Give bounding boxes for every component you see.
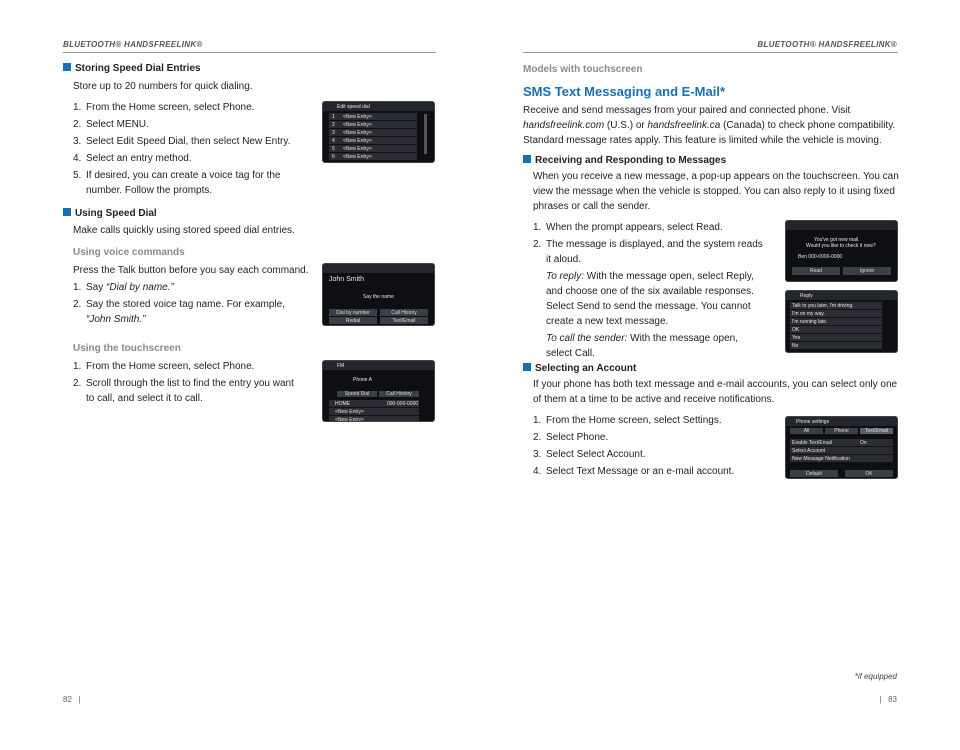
right-page: BLUETOOTH® HANDSFREELINK® Models with touchscreen SMS Text Messaging and E-Mail* Receive and send messages from your paired and connected phone. Visit handsfreelink.com (U.S.) or handsfreelink.ca (Canada) to check phone compatibility. Standard message rates apply. This feature is limited while the vehicle is moving. Receiving and Responding to Messages When you receive a new message, a pop-up appears on the touchscreen. You can view the message when the vehicle is stopped. You can also reply to it using fixed phrases or call the sender. 1. When the prompt appears, select Read. 2. The message is displayed, and the system reads it aloud. To reply: With the message open, select Reply, and choose one of the six available responses. Select Send to send the message. You cannot create a new text message. To call the sender: With the message open, select Call. Selecting an Account If your phone has both text message and e-mail accounts, you can select only one of them at a time to be active and receive notifications. 1. From the Home screen, select Settings. 2. Select Phone. 3. Select Select Account. 4. Select Text Message or an e-mail account. You've got new mail. Would you like to check it now? Ben 000-0000-0000 Read Ignore Reply Talk to you later, I'm driving. I'm on my way. I'm running late. OK Yes No Phone settings All Phone Text/Email Enable Text/Email On Select Account New Message Notification Default OK *if equipped | 83 (480, 0, 960, 750)
left-header-rule (63, 52, 436, 53)
right-page-number: | 83 (879, 695, 897, 704)
touch-subtitle: Using the touchscreen (73, 343, 181, 354)
sender-line: Ben 000-0000-0000 (798, 254, 843, 260)
account-section-title: Selecting an Account (523, 362, 636, 376)
section-square-icon (523, 155, 531, 163)
section-square-icon (523, 363, 531, 371)
voice-intro: Press the Talk button before you say each command. (73, 265, 309, 276)
sms-intro-2: handsfreelink.com (U.S.) or handsfreelink.ca (Canada) to check phone compatibility. (523, 120, 896, 131)
left-page: BLUETOOTH® HANDSFREELINK® Storing Speed Dial Entries Store up to 20 numbers for quick dialing. 1. From the Home screen, select Phone. 2. Select MENU. 3. Select Edit Speed Dial, then select New Entry. 4. Select an entry method. 5. If desired, you can create a voice tag for the number. Follow the prompts. Using Speed Dial Make calls quickly using stored speed dial entries. Using voice commands Press the Talk button before you say each command. 1. Say “Dial by name.” 2. Say the stored voice tag name. For example, “John Smith.” Using the touchscreen 1. From the Home screen, select Phone. 2. Scroll through the list to find the entry you want to call, and select it to call. Edit speed dial 1 <New Entry> 2 <New Entry> 3 <New Entry> 4 <New Entry> 5 <New Entry> 6 <New Entry> John Smith Say the name Dial by number Call History Redial Text/Email FM Phone A Speed Dial Call History HOME 000-000-0000 <New Entry> <New Entry> 82 | (0, 0, 480, 750)
receiving-intro-2: view the message when the vehicle is stopped. You can also reply to it using fixed (533, 186, 895, 197)
models-note: Models with touchscreen (523, 64, 643, 75)
reply-screenshot: Reply Talk to you later, I'm driving. I'm on my way. I'm running late. OK Yes No (785, 290, 898, 353)
storing-section-title: Storing Speed Dial Entries (63, 62, 201, 76)
using-intro: Make calls quickly using stored speed dial entries. (73, 225, 295, 236)
new-mail-screenshot: You've got new mail. Would you like to check it now? Ben 000-0000-0000 Read Ignore (785, 220, 898, 282)
voice-subtitle: Using voice commands (73, 247, 185, 258)
touch-screenshot: FM Phone A Speed Dial Call History HOME 000-000-0000 <New Entry> <New Entry> (322, 360, 435, 422)
phone-settings-screenshot: Phone settings All Phone Text/Email Enable Text/Email On Select Account New Message Notification Default OK (785, 416, 898, 479)
reply-screen-title: Reply (800, 293, 813, 299)
speed-dial-screen-title: Edit speed dial (337, 104, 370, 110)
settings-screen-title: Phone settings (796, 419, 830, 425)
right-header-rule (523, 52, 898, 53)
right-header: BLUETOOTH® HANDSFREELINK® (757, 40, 897, 49)
section-square-icon (63, 208, 71, 216)
left-page-number: 82 | (63, 695, 81, 704)
sms-intro-3: Standard message rates apply. This feature is limited while the vehicle is moving. (523, 135, 882, 146)
touch-screen-mode: FM (337, 363, 345, 369)
storing-intro: Store up to 20 numbers for quick dialing. (73, 81, 253, 92)
account-intro-1: If your phone has both text message and e-mail accounts, you can select only one (533, 379, 898, 390)
receiving-intro-3: phrases or call the sender. (533, 201, 651, 212)
speed-dial-screenshot: Edit speed dial 1 <New Entry> 2 <New Entry> 3 <New Entry> 4 <New Entry> 5 <New Entry> 6 <New Entry> (322, 101, 435, 163)
using-section-title: Using Speed Dial (63, 207, 157, 221)
touch-screen-phone: Phone A (353, 377, 372, 383)
left-header: BLUETOOTH® HANDSFREELINK® (63, 40, 203, 49)
scrollbar (424, 114, 427, 154)
footnote: *if equipped (854, 672, 897, 681)
sms-intro-1: Receive and send messages from your paired and connected phone. Visit (523, 105, 851, 116)
receiving-section-title: Receiving and Responding to Messages (523, 154, 726, 168)
sms-title: SMS Text Messaging and E-Mail* (523, 84, 726, 99)
receiving-intro-1: When you receive a new message, a pop-up appears on the touchscreen. You can (533, 171, 899, 182)
voice-screenshot: John Smith Say the name Dial by number Call History Redial Text/Email (322, 263, 435, 326)
section-square-icon (63, 63, 71, 71)
voice-screen-prompt: Say the name (363, 294, 394, 300)
voice-screen-name: John Smith (329, 276, 365, 283)
account-intro-2: of them at a time to be active and receive notifications. (533, 394, 775, 405)
